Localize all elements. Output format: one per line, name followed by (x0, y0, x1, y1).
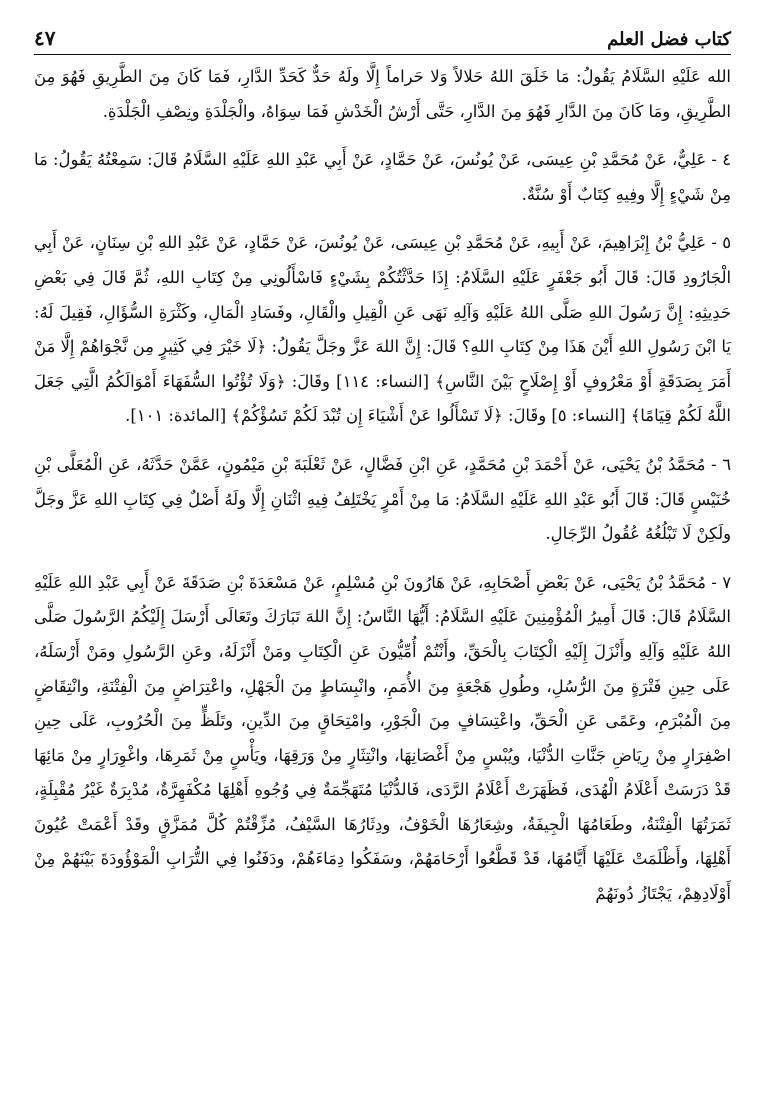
hadith-paragraph-7: ٧ - مُحَمَّدُ بْنُ يَحْيَى، عَنْ بَعْضِ أَصْحَابِهِ، عَنْ هَارُونَ بْنِ مُسْلِمٍ، عَنْ مَسْعَدَةَ بْنِ صَدَقَةَ عَنْ أَبِي عَبْدِ اللهِ عَلَيْهِ السَّلَامُ قَالَ: قَالَ أَمِيرُ الْمُؤْمِنِينَ عَلَيْهِ السَّلَامُ: أَيُّهَا النَّاسُ: إِنَّ اللهَ تَبَارَكَ وتَعَالَى أَرْسَلَ إِلَيْكُمُ الرَّسُولَ صَلَّى اللهُ عَلَيْهِ وَآلِهِ وأَنْزَلَ إِلَيْهِ الْكِتَابَ بِالْحَقِّ، وأَنْتُمْ أُمِّيُّونَ عَنِ الْكِتَابِ ومَنْ أَنْزَلَهُ، وعَنِ الرَّسُولِ ومَنْ أَرْسَلَهُ، عَلَى حِينِ فَتْرَةٍ مِنَ الرُّسُلِ، وطُولِ هَجْعَةٍ مِنَ الأُمَمِ، وانْبِسَاطٍ مِنَ الْجَهْلِ، واعْتِرَاضٍ مِنَ الْفِتْنَةِ، وانْتِقَاضٍ مِنَ الْمُبْرَمِ، وعَمًى عَنِ الْحَقِّ، واعْتِسَافٍ مِنَ الْجَوْرِ، وامْتِحَاقٍ مِنَ الدِّينِ، وتَلَظٍّ مِنَ الْحُرُوبِ، عَلَى حِينِ اصْفِرَارٍ مِنْ رِيَاضِ جَنَّاتِ الدُّنْيَا، ويُبْسٍ مِنْ أَغْصَانِهَا، وانْتِثَارٍ مِنْ وَرَقِهَا، ويَأْسٍ مِنْ ثَمَرِهَا، واغْوِرَارٍ مِنْ مَائِهَا قَدْ دَرَسَتْ أَعْلَامُ الْهُدَى، فَظَهَرَتْ أَعْلَامُ الرَّدَى، فَالدُّنْيَا مُتَهَجِّمَةٌ فِي وُجُوهِ أَهْلِهَا مُكْفَهِرَّةٌ، مُدْبِرَةٌ غَيْرُ مُقْبِلَةٍ، ثَمَرَتُهَا الْفِتْنَةُ، وطَعَامُهَا الْجِيفَةُ، وشِعَارُهَا الْخَوْفُ، ودِثَارُهَا السَّيْفُ، مُزِّقْتُمْ كُلَّ مُمَزَّقٍ وقَدْ أَعْمَتْ عُيُونَ أَهْلِهَا، وأَظْلَمَتْ عَلَيْهَا أَيَّامُهَا، قَدْ قَطَّعُوا أَرْحَامَهُمْ، وسَفَكُوا دِمَاءَهُمْ، ودَفَنُوا فِي التُّرَابِ الْمَوْؤُودَةَ بَيْنَهُمْ مِنْ أَوْلَادِهِمْ، يَجْتَازُ دُونَهُمْ (34, 572, 731, 904)
page-body (34, 60, 731, 912)
hadith-paragraph-5: ٥ - عَلِيُّ بْنُ إِبْرَاهِيمَ، عَنْ أَبِيهِ، عَنْ مُحَمَّدِ بْنِ عِيسَى، عَنْ يُونُسَ، عَنْ حَمَّادٍ، عَنْ عَبْدِ اللهِ بْنِ سِنَانٍ، عَنْ أَبِي الْجَارُودِ قَالَ: قَالَ أَبُو جَعْفَرٍ عَلَيْهِ السَّلَامُ: إِذَا حَدَّثْتُكُمْ بِشَيْءٍ فَاسْأَلُونِي مِنْ كِتَابِ اللهِ، ثُمَّ قَالَ فِي بَعْضِ حَدِيثِهِ: إِنَّ رَسُولَ اللهِ صَلَّى اللهُ عَلَيْهِ وَآلِهِ نَهَى عَنِ الْقِيلِ والْقَالِ، وفَسَادِ الْمَالِ، وكَثْرَةِ السُّؤَالِ، فَقِيلَ لَهُ: يَا ابْنَ رَسُولِ اللهِ أَيْنَ هَذَا مِنْ كِتَابِ اللهِ؟ قَالَ: إِنَّ اللهَ عَزَّ وجَلَّ يَقُولُ: ﴿لَا خَيْرَ فِي كَثِيرٍ مِن نَّجْوَاهُمْ إِلَّا مَنْ أَمَرَ بِصَدَقَةٍ أَوْ مَعْرُوفٍ أَوْ إِصْلَاحٍ بَيْنَ النَّاسِ﴾ [النساء: ١١٤] وقَالَ: ﴿وَلَا تُؤْتُوا السُّفَهَاءَ أَمْوَالَكُمُ الَّتِي جَعَلَ اللَّهُ لَكُمْ قِيَامًا﴾ [النساء: ٥] وقَالَ: ﴿لَا تَسْأَلُوا عَنْ أَشْيَاءَ إِن تُبْدَ لَكُمْ تَسُؤْكُمْ﴾ [المائدة: ١٠١]. (34, 233, 731, 426)
hadith-paragraph-6: ٦ - مُحَمَّدُ بْنُ يَحْيَى، عَنْ أَحْمَدَ بْنِ مُحَمَّدٍ، عَنِ ابْنِ فَضَّالٍ، عَنْ ثَعْلَبَةَ بْنِ مَيْمُونٍ، عَمَّنْ حَدَّثَهُ، عَنِ الْمُعَلَّى بْنِ خُنَيْسٍ قَالَ: قَالَ أَبُو عَبْدِ اللهِ عَلَيْهِ السَّلَامُ: مَا مِنْ أَمْرٍ يَخْتَلِفُ فِيهِ اثْنَانِ إِلَّا ولَهُ أَصْلٌ فِي كِتَابِ اللهِ عَزَّ وجَلَّ ولَكِنْ لَا تَبْلُغُهُ عُقُولُ الرِّجَالِ. (34, 454, 731, 544)
hadith-paragraph-4: ٤ - عَلِيٌّ، عَنْ مُحَمَّدِ بْنِ عِيسَى، عَنْ يُونُسَ، عَنْ حَمَّادٍ، عَنْ أَبِي عَبْدِ اللهِ عَلَيْهِ السَّلَامُ قَالَ: سَمِعْتُهُ يَقُولُ: مَا مِنْ شَيْءٍ إِلَّا وفِيهِ كِتَابٌ أَوْ سُنَّةٌ. (34, 150, 731, 204)
paragraph-spacer (34, 434, 731, 448)
hadith-paragraph-3-end: الله عَلَيْهِ السَّلَامُ يَقُولُ: مَا خَلَقَ اللهُ حَلالاً وَلا حَراماً إِلَّا ولَهُ حَدٌّ كَحَدِّ الدَّارِ، فَمَا كَانَ مِنَ الطَّرِيقِ فَهُوَ مِنَ الطَّرِيقِ، ومَا كَانَ مِنَ الدَّارِ فَهُوَ مِنَ الدَّارِ، حَتَّى أَرْشُ الْخَدْشِ فَمَا سِوَاهُ، والْجَلْدَةِ ونِصْفِ الْجَلْدَةِ. (34, 67, 731, 121)
paragraph-spacer (34, 552, 731, 566)
book-title: كتاب فضل العلم (607, 29, 731, 50)
page-number: ٤٧ (34, 26, 56, 50)
paragraph-spacer (34, 212, 731, 226)
paragraph-spacer (34, 129, 731, 143)
page-header (34, 14, 731, 50)
header-rule (34, 54, 731, 55)
